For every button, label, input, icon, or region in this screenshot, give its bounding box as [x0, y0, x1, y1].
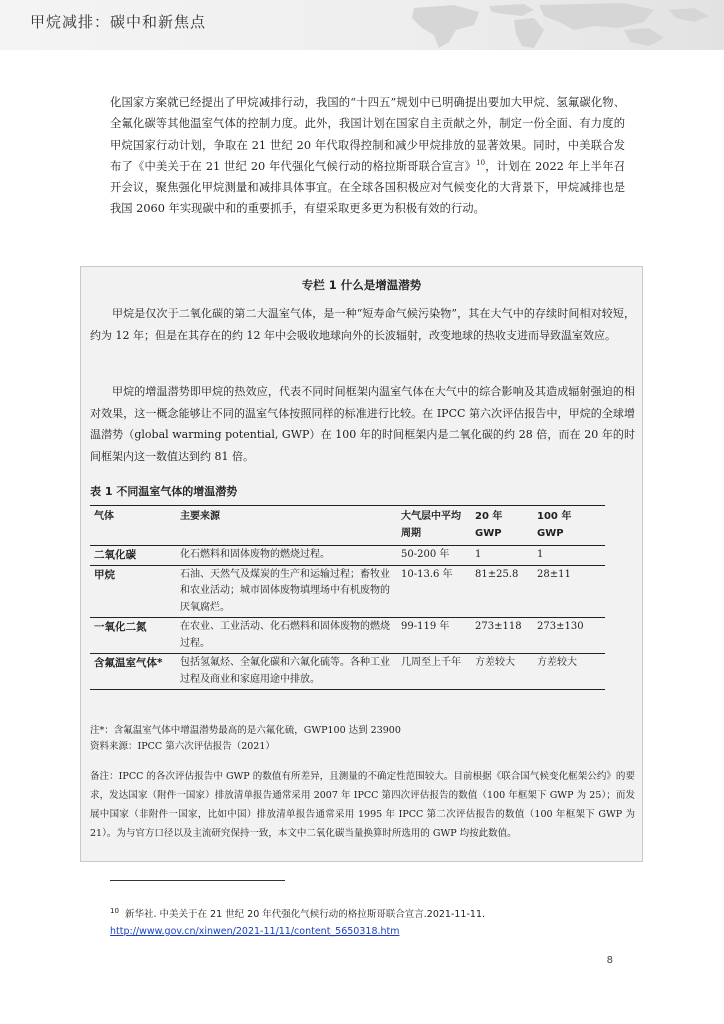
- table-cell: 甲烷: [94, 568, 115, 581]
- table-source: 资料来源：IPCC 第六次评估报告（2021）: [90, 741, 275, 752]
- body-text-part-1: 化国家方案就已经提出了甲烷减排行动，我国的“十四五”规划中已明确提出要加大甲烷、氢氟碳化物、全氟化碳等其他温室气体的控制力度。此外，我国计划在国家自主贡献之外，制定一份全面、有力度的甲烷国家行动计划，争取在 21 世纪 20 年代取得控制和减少甲烷排放的显著效果。同时，中美联合发布了《中美关于在 21 世纪 20 年代强化气候行动的格拉斯哥联合宣言》: [110, 96, 625, 173]
- footnote-divider: [110, 880, 285, 881]
- box-paragraph-1: 甲烷是仅次于二氧化碳的第二大温室气体，是一种“短寿命气候污染物”，其在大气中的存续时间相对较短，约为 12 年；但是在其存在的约 12 年中会吸收地球向外的长波辐射，改变地球的热收支进而导致温室效应。: [90, 307, 635, 342]
- footnote-link[interactable]: http://www.gov.cn/xinwen/2021-11/11/content_5650318.htm: [110, 926, 400, 937]
- footnote: [110, 906, 485, 940]
- sidebar-box: [80, 266, 643, 862]
- world-map-graphic: [394, 0, 724, 50]
- table-cell: 方差较大: [475, 657, 515, 668]
- table-header-cell: 20 年 GWP: [475, 511, 503, 539]
- table-cell: 273±130: [537, 621, 584, 632]
- body-paragraph: [110, 92, 625, 220]
- table-header-cell: 100 年 GWP: [537, 511, 572, 539]
- box-title: 专栏 1 什么是增温潜势: [301, 278, 422, 292]
- footnote-entry: [110, 906, 485, 923]
- table-cell: 99-119 年: [401, 621, 450, 632]
- table-cell: 几周至上千年: [401, 657, 461, 668]
- page-header: [0, 0, 724, 50]
- table-cell: 10-13.6 年: [401, 568, 453, 580]
- table-cell: 化石燃料和固体废物的燃烧过程。: [180, 549, 330, 560]
- table-header-cell: 大气层中平均周期: [401, 511, 461, 539]
- table-row: [90, 546, 605, 566]
- table-cell: 1: [537, 549, 544, 560]
- header-title: 甲烷减排：碳中和新焦点: [30, 13, 207, 31]
- gwp-table: [90, 505, 605, 690]
- box-remark: 备注：IPCC 的各次评估报告中 GWP 的数值有所差异，且测量的不确定性范围较大。目前根据《联合国气候变化框架公约》的要求，发达国家（附件一国家）排放清单报告通常采用 2007 年 IPCC 第四次评估报告的数值（100 年框架下 GWP 为 25）；而发展中国家（非附件一国家，比如中国）排放清单报告通常采用 1995 年 IPCC 第二次评估报告的数值（100 年框架下 GWP 为 21）。为与官方口径以及主流研究保持一致，本文中二氧化碳当量换算时所选用的 GWP 均按此数值。: [90, 771, 635, 839]
- table-header-cell: 主要来源: [180, 511, 220, 522]
- table-row: [90, 654, 605, 690]
- table-note: 注*：含氟温室气体中增温潜势最高的是六氟化硫，GWP100 达到 23900: [90, 725, 401, 736]
- table-cell: 石油、天然气及煤炭的生产和运输过程；畜牧业和农业活动；城市固体废物填埋场中有机废物的厌氧腐烂。: [180, 568, 390, 613]
- table-cell: 包括氢氟烃、全氟化碳和六氟化硫等。各种工业过程及商业和家庭用途中排放。: [180, 657, 390, 685]
- page-number: 8: [606, 955, 613, 966]
- table-row: [90, 618, 605, 654]
- table-cell: 方差较大: [537, 657, 577, 668]
- table-cell: 273±118: [475, 621, 522, 632]
- table-cell: 81±25.8: [475, 568, 519, 580]
- table-cell: 50-200 年: [401, 549, 450, 560]
- table-header-cell: 气体: [94, 511, 114, 522]
- box-paragraph-2: 甲烷的增温潜势即甲烷的热效应，代表不同时间框架内温室气体在大气中的综合影响及其造成辐射强迫的相对效果，这一概念能够让不同的温室气体按照同样的标准进行比较。在 IPCC 第六次评估报告中，甲烷的全球增温潜势（global warming potential, GWP）在 100 年的时间框架内是二氧化碳的约 28 倍，而在 20 年的时间框架内这一数值达到约 81 倍。: [90, 385, 635, 463]
- body-text-part-2: ，计划在 2022 年上半年召开会议，聚焦强化甲烷测量和减排具体事宜。在全球各国积极应对气候变化的大背景下，甲烷减排也是我国 2060 年实现碳中和的重要抓手，有望采取更多更为积极有效的行动。: [110, 159, 625, 216]
- footnote-text: 新华社. 中美关于在 21 世纪 20 年代强化气候行动的格拉斯哥联合宣言.2021-11-11.: [124, 909, 486, 920]
- footnote-ref[interactable]: 10: [476, 159, 486, 168]
- table-cell: 1: [475, 549, 482, 560]
- table-cell: 在农业、工业活动、化石燃料和固体废物的燃烧过程。: [180, 621, 390, 649]
- table-title: 表 1 不同温室气体的增温潜势: [90, 485, 238, 498]
- table-cell: 28±11: [537, 568, 571, 580]
- table-cell: 含氟温室气体*: [94, 657, 163, 669]
- table-cell: 一氧化二氮: [94, 621, 147, 633]
- table-cell: 二氧化碳: [94, 549, 136, 561]
- table-row: [90, 565, 605, 618]
- footnote-number: 10: [110, 906, 119, 915]
- table-header-row: [90, 506, 605, 546]
